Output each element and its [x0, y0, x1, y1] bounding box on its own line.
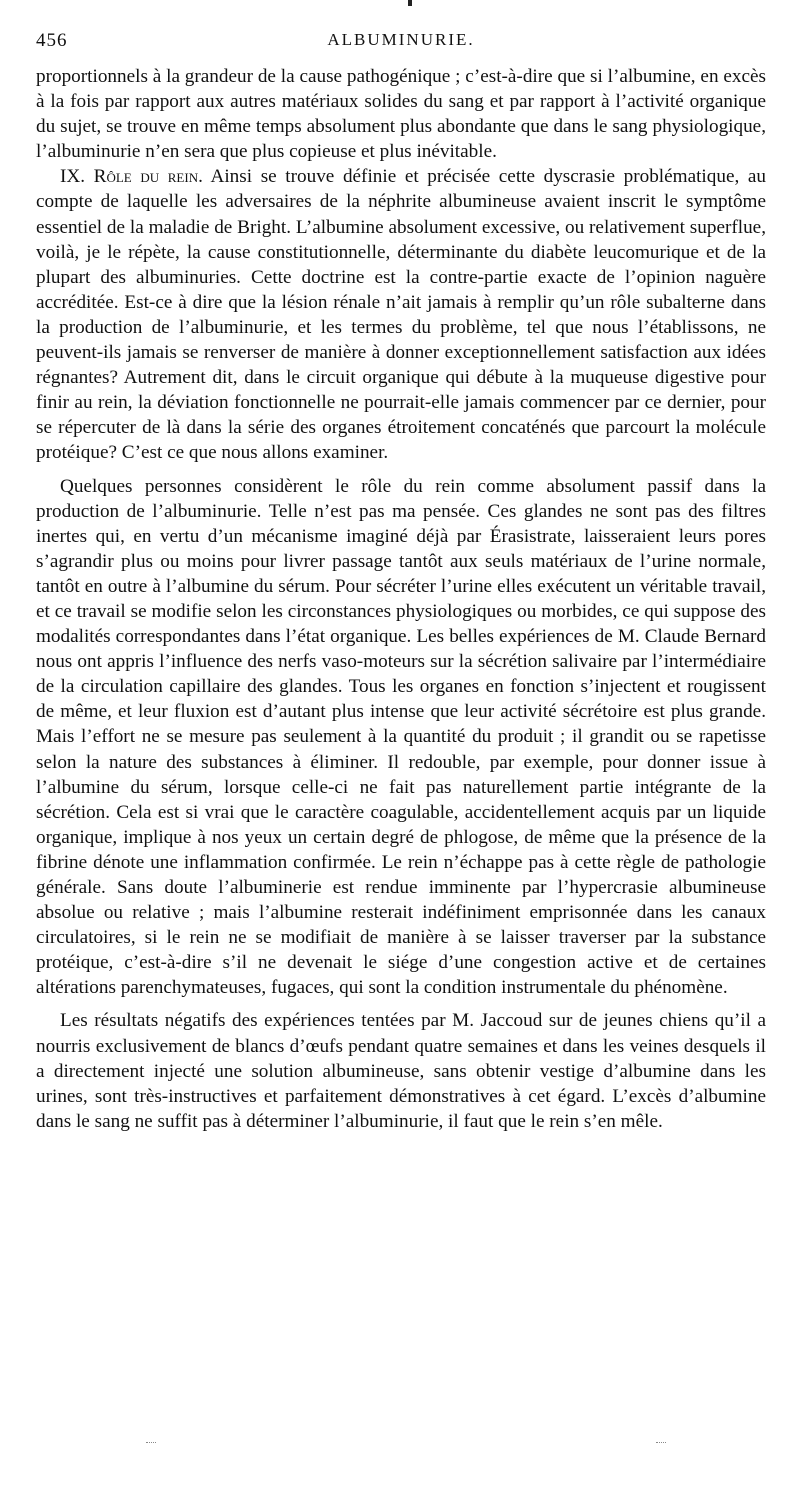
paragraph-section-ix — [36, 164, 766, 465]
running-title: ALBUMINURIE. — [327, 30, 475, 49]
section-body: Ainsi se trouve définie et précisée cette dyscrasie problématique, au compte de laquelle les adversaires de la néphrite albumineuse avaient inscrit le symptôme essentiel de la maladie de Bright. L’albumine absolument excessive, ou relativement superflue, voilà, je le répète, la cause constitutionnelle, déterminante du diabète leucomurique et de la plupart des albuminuries. Cette doctrine est la contre-partie exacte de l’opinion naguère accréditée. Est-ce à dire que la lésion rénale n’ait jamais à remplir qu’un rôle subalterne dans la production de l’albuminurie, et les termes du problème, tel que nous l’établissons, ne peuvent-ils jamais se renverser de manière à donner exceptionnellement satisfaction aux idées régnantes? Autrement dit, dans le circuit organique qui débute à la muqueuse digestive pour finir au rein, la déviation fonctionnelle ne pourrait-elle jamais commencer par ce dernier, pour se répercuter de là dans la série des organes étroitement concaténés que parcourt la molécule protéique? C’est ce que nous allons examiner. — [36, 166, 766, 464]
page-number: 456 — [36, 30, 68, 51]
paragraph-continuation: proportionnels à la grandeur de la cause pathogénique ; c’est-à-dire que si l’albumine, en excès à la fois par rapport aux autres matériaux solides du sang et par rapport à l’activité organique du sujet, se trouve en même temps absolument plus abondante que dans le sang physiologique, l’albuminurie n’en sera que plus copieuse et plus inévitable. — [36, 66, 766, 163]
bottom-print-marks — [36, 1442, 766, 1448]
print-mark — [408, 0, 412, 6]
section-title: Rôle du rein. — [93, 166, 203, 188]
book-page — [36, 30, 766, 1134]
page-header — [36, 30, 766, 54]
paragraph-role-du-rein: Quelques personnes considèrent le rôle du rein comme absolument passif dans la production de l’albuminurie. Telle n’est pas ma pensée. Ces glandes ne sont pas des filtres inertes qui, en vertu d’un mécanisme imaginé déjà par Érasistrate, laisseraient leurs pores s’agrandir plus ou moins pour livrer passage tantôt aux seuls matériaux de l’urine normale, tantôt en outre à l’albumine du sérum. Pour sécréter l’urine elles exécutent un véritable travail, et ce travail se modifie selon les circonstances physiologiques ou morbides, ce qui suppose des modalités correspondantes dans l’état organique. Les belles expériences de M. Claude Bernard nous ont appris l’influence des nerfs vaso-moteurs sur la sécrétion salivaire par l’intermédiaire de la circulation capillaire des glandes. Tous les organes en fonction s’injectent et rougissent de même, et leur fluxion est d’autant plus intense que leur activité sécrétoire est plus grande. Mais l’effort ne se mesure pas seulement à la quantité du produit ; il grandit ou se rapetisse selon la nature des substances à éliminer. Il redouble, par exemple, pour donner issue à l’albumine du sérum, lorsque celle-ci ne fait pas naturellement partie intégrante de la sécrétion. Cela est si vrai que le caractère coagulable, accidentellement acquis par un liquide organique, implique à nos yeux un certain degré de phlogose, de même que la présence de la fibrine dénote une inflammation confirmée. Le rein n’échappe pas à cette règle de pathologie générale. Sans doute l’albuminerie est rendue imminente par l’hypercrasie albumineuse absolue ou relative ; mais l’albumine resterait indéfiniment emprisonnée dans les canaux circulatoires, si le rein ne se modifiait de manière à se laisser traverser par la substance protéique, c’est-à-dire s’il ne devenait le siége d’une congestion active et de certaines altérations parenchymateuses, fugaces, qui sont la condition instrumentale du phénomène. — [36, 475, 766, 999]
paragraph-jaccoud: Les résultats négatifs des expériences tentées par M. Jaccoud sur de jeunes chiens qu’il a nourris exclusivement de blancs d’œufs pendant quatre semaines et dans les veines desquels il a directement injecté une solution albumineuse, sans obtenir vestige d’albumine dans les urines, sont très-instructives et parfaitement démonstratives à cet égard. L’excès d’albumine dans le sang ne suffit pas à déterminer l’albuminurie, il faut que le rein s’en mêle. — [36, 1010, 766, 1132]
print-mark-right — [656, 1442, 666, 1443]
print-mark-left — [146, 1442, 156, 1443]
section-number: IX. — [60, 166, 86, 188]
